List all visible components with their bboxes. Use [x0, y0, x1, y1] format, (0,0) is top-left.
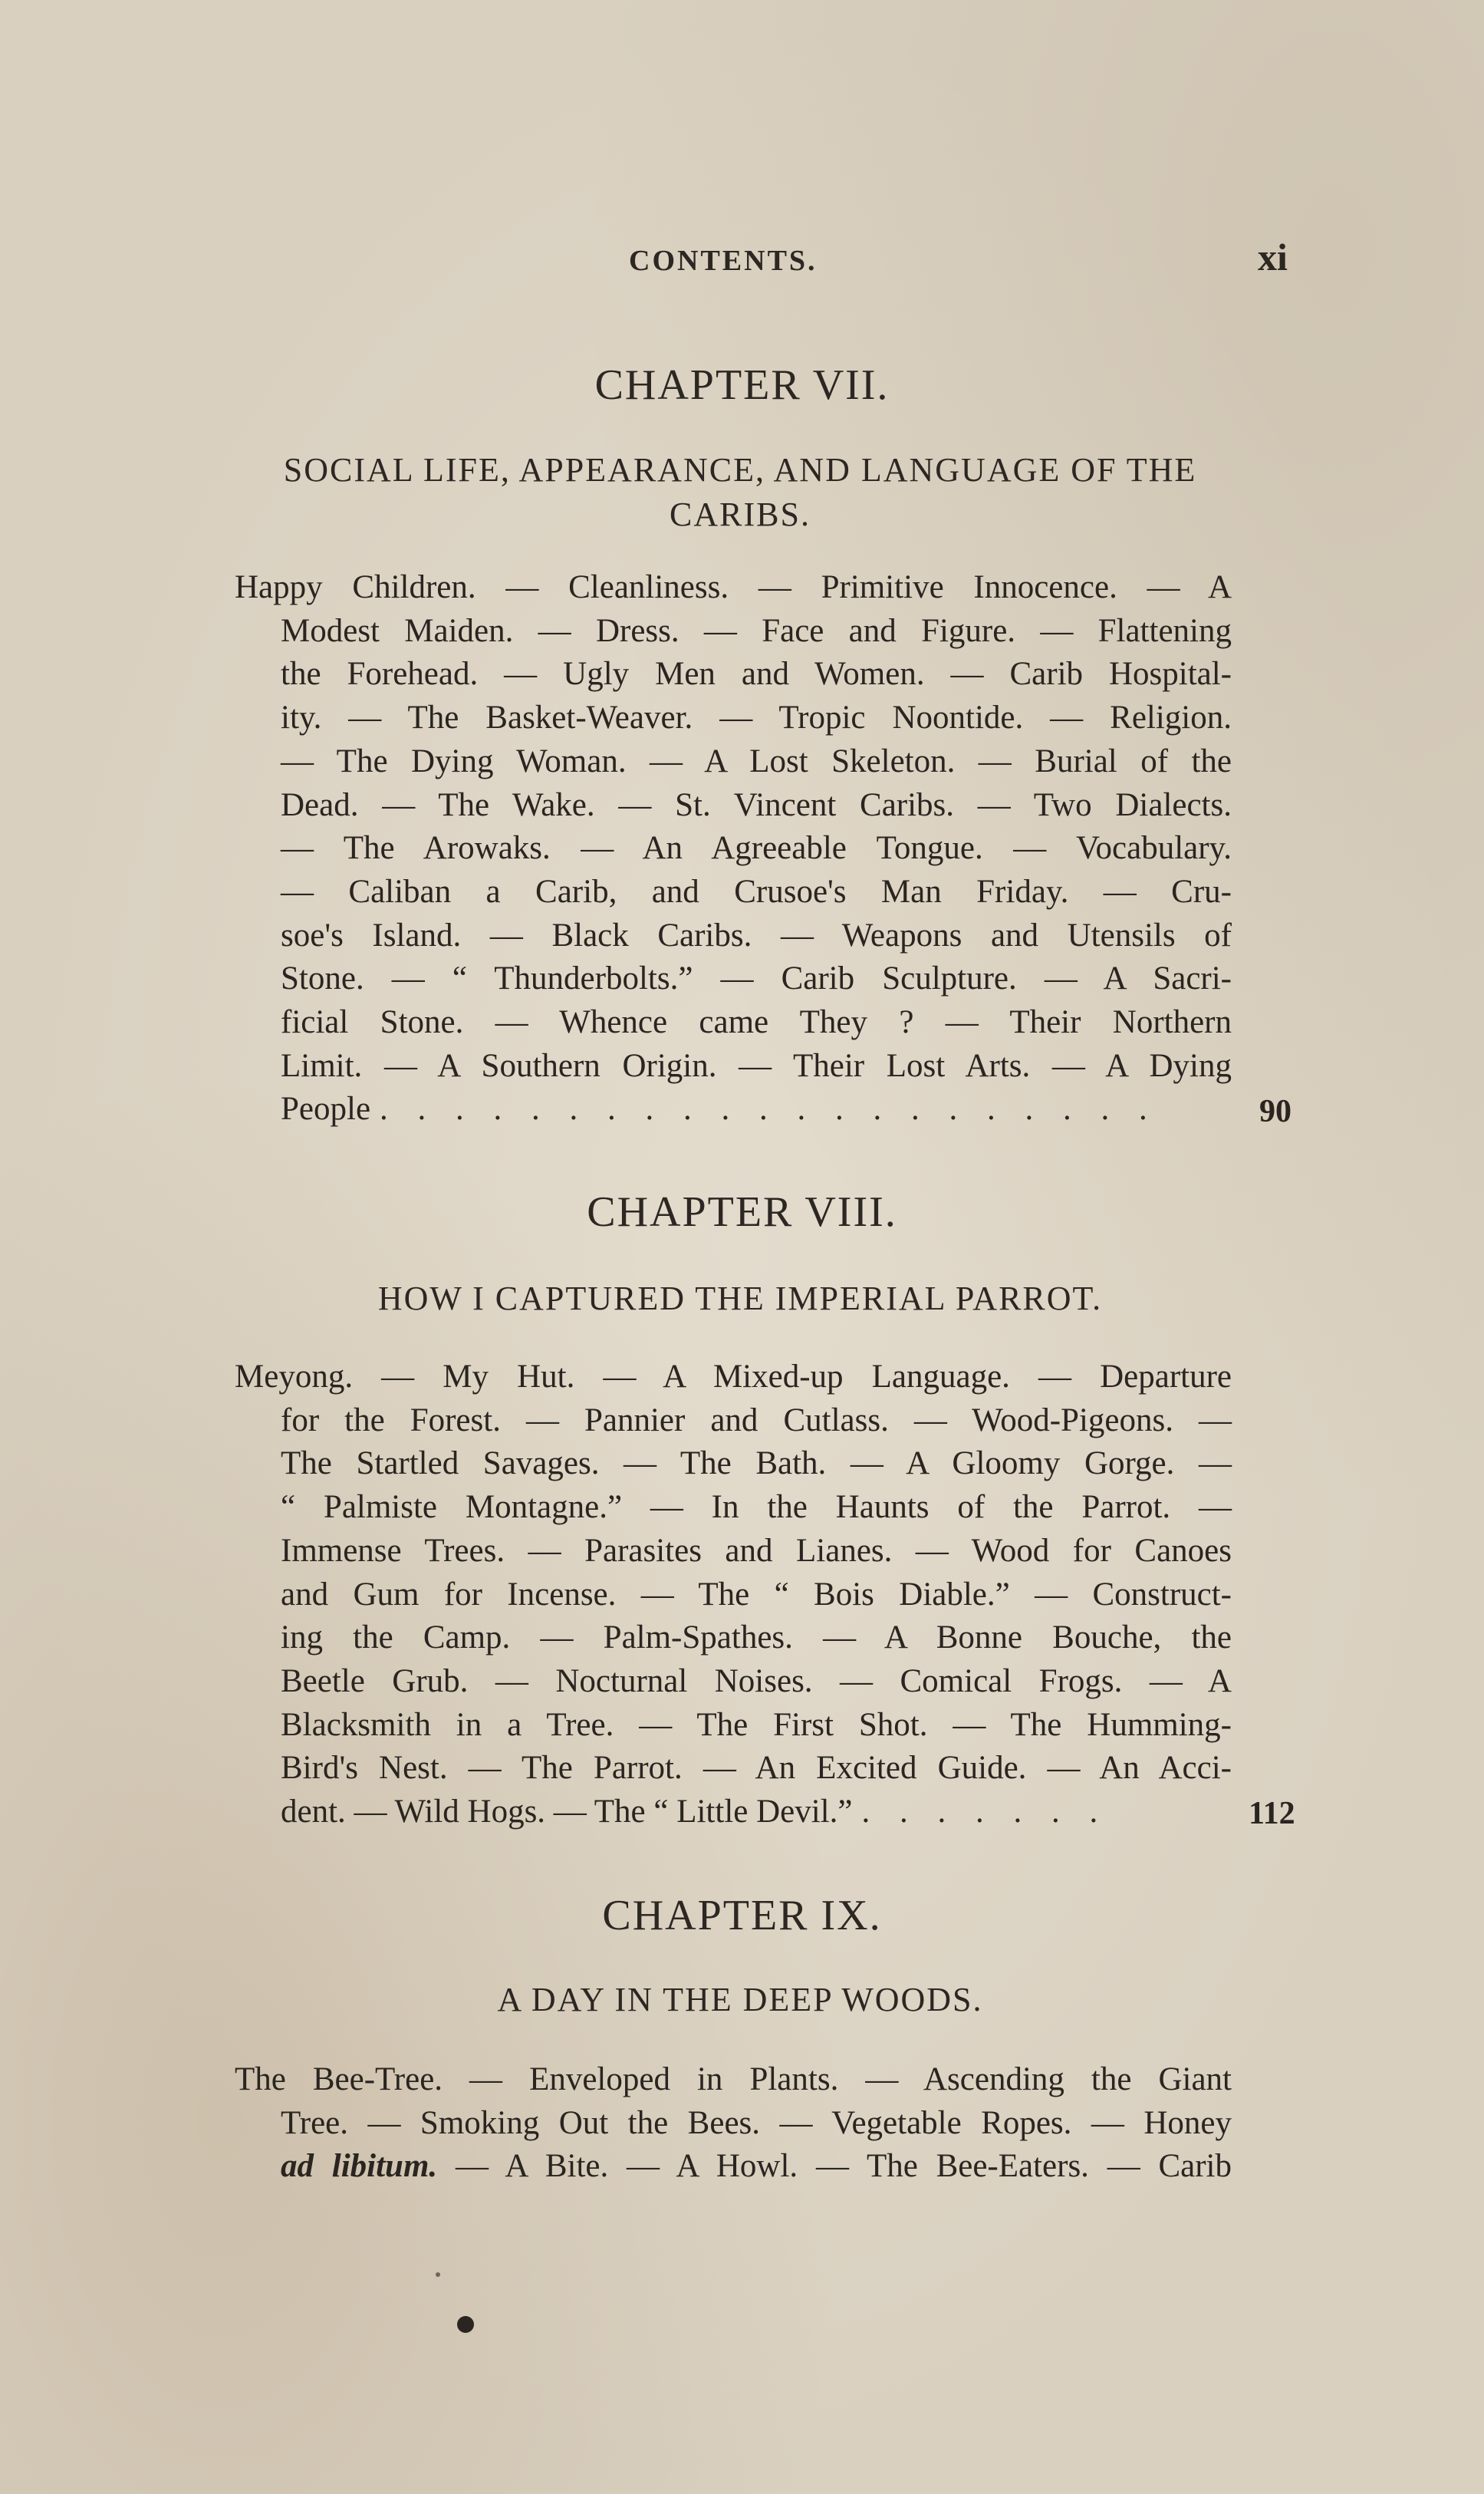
summary-line: ficial Stone. — Whence came They ? — Their Northern: [281, 1004, 1232, 1041]
summary-line: “ Palmiste Montagne.” — In the Haunts of the Parrot. —: [281, 1489, 1232, 1526]
summary-last-line: [235, 1088, 1232, 1132]
summary-line: The Startled Savages. — The Bath. — A Gloomy Gorge. —: [281, 1445, 1232, 1482]
dot-leader: . . . . . . .: [861, 1794, 1109, 1830]
chapter-7-subtitle-line1: SOCIAL LIFE, APPEARANCE, AND LANGUAGE OF THE: [283, 451, 1197, 489]
summary-line: Limit. — A Southern Origin. — Their Lost Arts. — A Dying: [281, 1047, 1232, 1084]
italic-phrase: ad libitum.: [281, 2148, 438, 2185]
summary-line: Blacksmith in a Tree. — The First Shot. — The Humming-: [281, 1706, 1232, 1743]
summary-line-mixed: [235, 2145, 1232, 2189]
summary-line: — The Dying Woman. — A Lost Skeleton. — Burial of the: [281, 743, 1232, 779]
ink-blot: [457, 2316, 474, 2333]
summary-line-end: People: [281, 1091, 371, 1128]
summary-line: for the Forest. — Pannier and Cutlass. — Wood-Pigeons. —: [281, 1402, 1232, 1438]
summary-line: the Forehead. — Ugly Men and Women. — Carib Hospital-: [281, 656, 1232, 693]
summary-line: Bird's Nest. — The Parrot. — An Excited Guide. — An Acci-: [281, 1750, 1232, 1787]
chapter-9-subtitle: [176, 1978, 1304, 2022]
chapter-8-title: CHAPTER VIII.: [587, 1188, 897, 1236]
page-folio: xi: [1258, 236, 1288, 278]
chapter-8-page-number: 112: [1249, 1796, 1295, 1831]
chapter-9-subtitle-line1: A DAY IN THE DEEP WOODS.: [497, 1981, 983, 2018]
ink-speck: [436, 2272, 440, 2277]
chapter-7-summary: [189, 566, 1232, 1132]
chapter-8-summary: [189, 1356, 1232, 1834]
summary-line: ity. — The Basket-Weaver. — Tropic Noontide. — Religion.: [281, 700, 1232, 736]
summary-line: Immense Trees. — Parasites and Lianes. — Wood for Canoes: [281, 1532, 1232, 1569]
summary-line: and Gum for Incense. — The “ Bois Diable.” — Construct-: [281, 1576, 1232, 1613]
summary-line: — Caliban a Carib, and Crusoe's Man Friday. — Cru-: [281, 873, 1232, 910]
summary-line: ing the Camp. — Palm-Spathes. — A Bonne Bouche, the: [281, 1619, 1232, 1656]
running-head: CONTENTS.: [629, 245, 818, 277]
summary-line: — The Arowaks. — An Agreeable Tongue. — Vocabulary.: [281, 830, 1232, 867]
summary-line-rest: — A Bite. — A Howl. — The Bee-Eaters. — Carib: [437, 2148, 1232, 2185]
summary-line: Beetle Grub. — Nocturnal Noises. — Comical Frogs. — A: [281, 1662, 1232, 1699]
summary-line: Happy Children. — Cleanliness. — Primitive Innocence. — A: [235, 569, 1232, 605]
chapter-7-subtitle: [176, 448, 1304, 537]
chapter-8-subtitle-line1: HOW I CAPTURED THE IMPERIAL PARROT.: [377, 1280, 1103, 1317]
chapter-7-title: CHAPTER VII.: [594, 361, 890, 409]
summary-line: Tree. — Smoking Out the Bees. — Vegetable Ropes. — Honey: [281, 2104, 1232, 2141]
chapter-9-title: CHAPTER IX.: [602, 1892, 882, 1939]
chapter-7-subtitle-line2: CARIBS.: [670, 496, 811, 533]
chapter-8-subtitle: [176, 1277, 1304, 1321]
summary-line: Modest Maiden. — Dress. — Face and Figure. — Flattening: [281, 612, 1232, 649]
summary-line: The Bee-Tree. — Enveloped in Plants. — Ascending the Giant: [235, 2061, 1232, 2097]
chapter-7-page-number: 90: [1259, 1094, 1292, 1129]
summary-line: soe's Island. — Black Caribs. — Weapons and Utensils of: [281, 917, 1232, 954]
chapter-9-summary: [189, 2058, 1232, 2189]
summary-line: Meyong. — My Hut. — A Mixed-up Language. — Departure: [235, 1359, 1232, 1395]
summary-last-line: [235, 1791, 1232, 1834]
summary-line: Stone. — “ Thunderbolts.” — Carib Sculpture. — A Sacri-: [281, 960, 1232, 997]
dot-leader: . . . . . . . . . . . . . . . . . . . . .: [380, 1091, 1158, 1128]
summary-line: Dead. — The Wake. — St. Vincent Caribs. — Two Dialects.: [281, 786, 1232, 823]
summary-line-end: dent. — Wild Hogs. — The “ Little Devil.”: [281, 1794, 853, 1830]
